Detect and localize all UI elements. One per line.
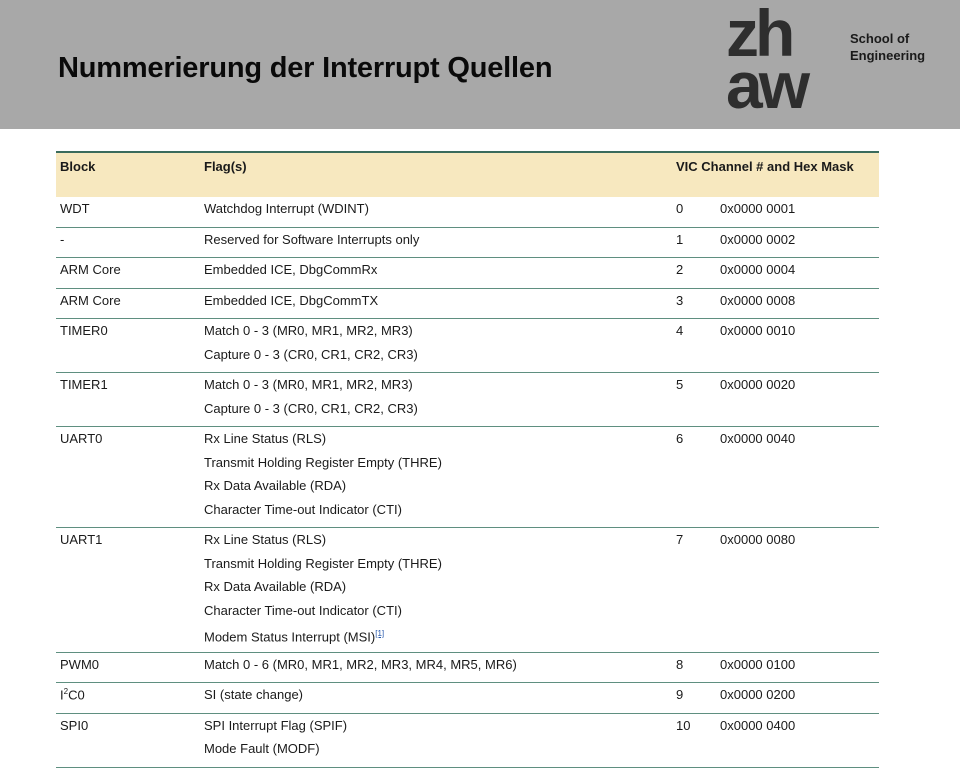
school-line-1: School of [850,31,910,46]
logo-line-2: aw [726,48,807,122]
cell-hex-mask: 0x0000 0400 [720,717,796,733]
flag-item: Modem Status Interrupt (MSI)[1] [204,629,385,645]
flag-item: Transmit Holding Register Empty (THRE) [204,555,442,571]
flag-item: Capture 0 - 3 (CR0, CR1, CR2, CR3) [204,400,418,416]
flag-item: Rx Line Status (RLS) [204,431,327,446]
cell-channel-number: 6 [676,431,684,446]
cell-block-text: C0 [68,687,85,703]
cell-hex-mask: 0x0000 0100 [720,656,796,672]
table-body [56,197,879,768]
flag-item: Rx Data Available (RDA) [204,579,347,594]
interrupt-table [56,151,879,768]
cell-block-prefix: I [60,687,64,703]
cell-hex-mask: 0x0000 0001 [720,201,796,216]
cell-channel-number: 2 [676,262,684,277]
cell-hex-mask: 0x0000 0020 [720,377,796,392]
cell-block: UART1 [60,532,103,547]
cell-channel-number: 10 [676,717,691,733]
table-row [56,714,879,768]
cell-hex-mask: 0x0000 0002 [720,231,796,247]
flag-item: Embedded ICE, DbgCommRx [204,262,378,277]
slide-title: Nummerierung der Interrupt Quellen [58,52,553,84]
cell-block-superscript: 2 [63,687,69,696]
flag-item: Match 0 - 6 (MR0, MR1, MR2, MR3, MR4, MR5, MR6) [204,656,517,672]
flag-item: Capture 0 - 3 (CR0, CR1, CR2, CR3) [204,346,418,362]
flag-item: Mode Fault (MODF) [204,741,320,756]
table-row [56,228,879,259]
cell-channel-number: 4 [676,323,684,338]
cell-block [60,687,85,702]
cell-block: TIMER0 [60,323,108,338]
cell-channel-number: 5 [676,377,684,392]
cell-hex-mask: 0x0000 0010 [720,323,796,338]
table-row [56,319,879,373]
cell-channel-number: 1 [676,231,684,247]
flag-item: Reserved for Software Interrupts only [204,231,420,247]
table-row [56,683,879,714]
cell-channel-number: 9 [676,687,684,702]
table-row [56,258,879,289]
col-header-flags: Flag(s) [204,159,247,174]
table-row [56,427,879,528]
flag-item: Match 0 - 3 (MR0, MR1, MR2, MR3) [204,323,413,338]
flag-item: Match 0 - 3 (MR0, MR1, MR2, MR3) [204,377,413,392]
flag-item: Transmit Holding Register Empty (THRE) [204,454,442,470]
cell-block: UART0 [60,431,103,446]
cell-block: SPI0 [60,717,89,733]
cell-channel-number: 7 [676,532,684,547]
cell-channel-number: 8 [676,656,684,672]
flag-item: SPI Interrupt Flag (SPIF) [204,717,348,733]
cell-hex-mask: 0x0000 0004 [720,262,796,277]
cell-channel-number: 3 [676,292,684,308]
table-row [56,289,879,320]
col-header-channel: VIC Channel # and Hex Mask [676,159,854,174]
flag-item: Character Time-out Indicator (CTI) [204,501,402,517]
table-row [56,197,879,228]
logo-line-1: zh [726,0,792,70]
flag-item: Rx Data Available (RDA) [204,478,347,493]
cell-block: ARM Core [60,292,121,308]
table-row [56,653,879,684]
table-row [56,528,879,653]
cell-block: ARM Core [60,262,121,277]
cell-block: WDT [60,201,90,216]
flag-item: SI (state change) [204,687,303,702]
cell-hex-mask: 0x0000 0200 [720,687,796,702]
cell-hex-mask: 0x0000 0080 [720,532,796,547]
slide-header [0,0,960,129]
table-row [56,373,879,427]
footnote-link[interactable]: [1] [375,629,385,638]
school-line-2: Engineering [850,48,926,63]
cell-block: PWM0 [60,656,99,672]
cell-block: - [60,231,65,247]
flag-item: Watchdog Interrupt (WDINT) [204,201,369,216]
cell-channel-number: 0 [676,201,684,216]
col-header-block: Block [60,159,96,174]
flag-item: Embedded ICE, DbgCommTX [204,292,379,308]
cell-hex-mask: 0x0000 0040 [720,431,796,446]
zhaw-logo [726,0,807,122]
cell-hex-mask: 0x0000 0008 [720,292,796,308]
flag-item: Character Time-out Indicator (CTI) [204,602,402,618]
school-label [850,30,925,64]
cell-block: TIMER1 [60,377,108,392]
table-header [56,151,879,197]
flag-item: Rx Line Status (RLS) [204,532,327,547]
